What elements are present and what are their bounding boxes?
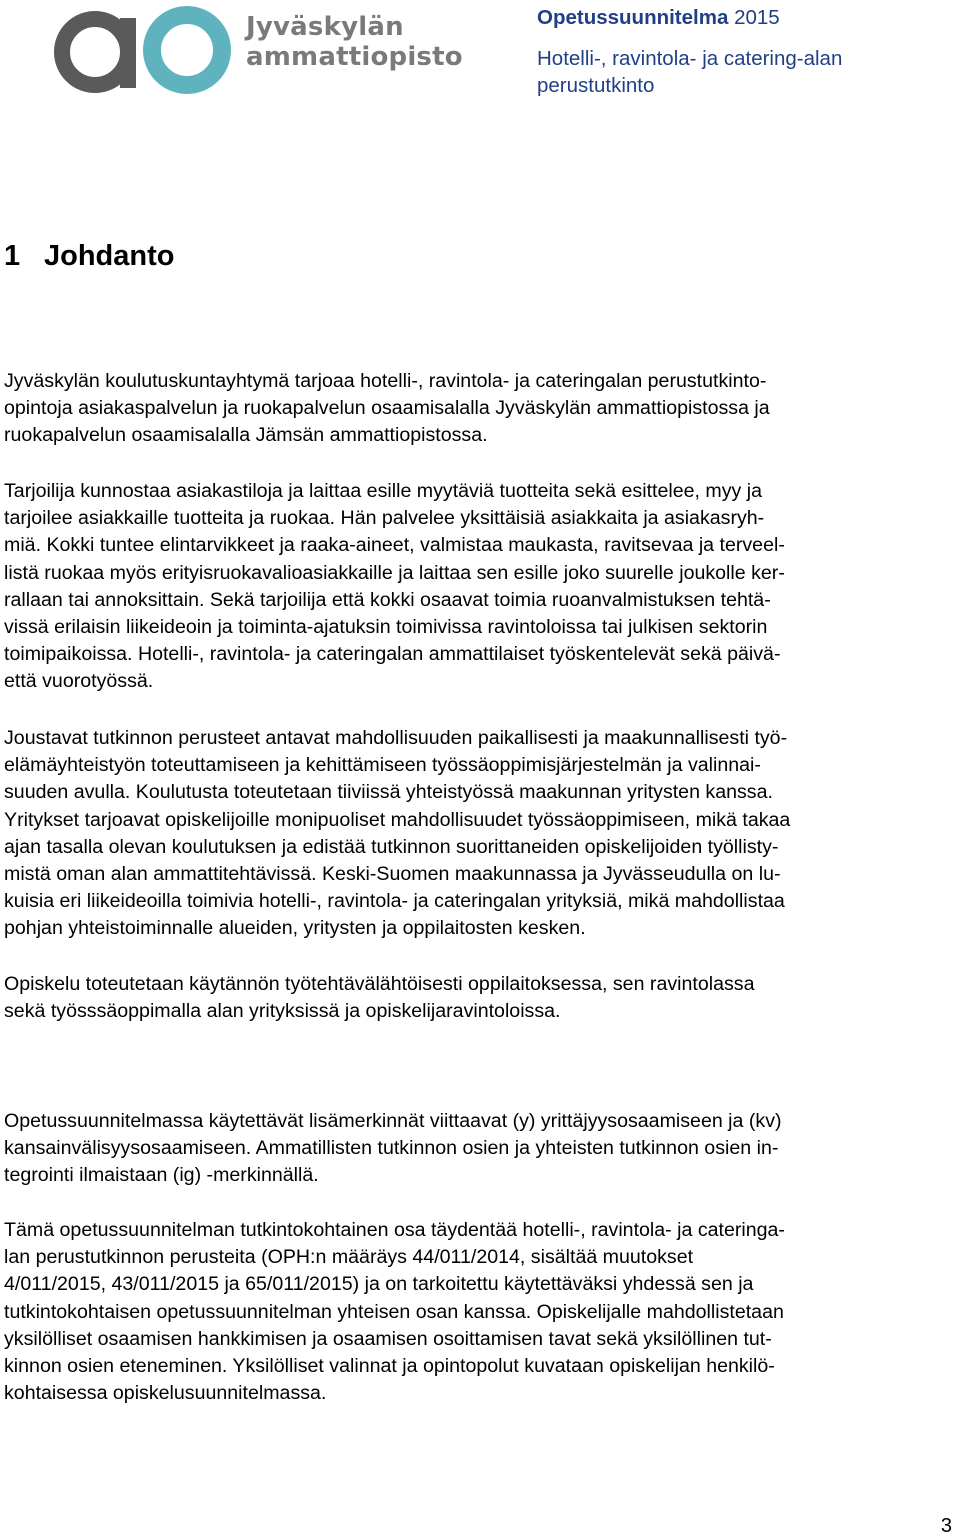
ao-logo-mark (50, 0, 240, 100)
paragraph-line: yksilölliset osaamisen hankkimisen ja osaamisen osoittamisen tavat sekä yksilöllinen tut- (4, 1327, 772, 1350)
chapter-title: Johdanto (44, 240, 175, 272)
header-title-year: 2015 (734, 6, 780, 29)
paragraph-line: kinnon osien eteneminen. Yksilölliset valinnat ja opintopolut kuvataan opiskelijan henkilö- (4, 1355, 775, 1378)
paragraph (4, 368, 960, 450)
paragraph-line: Opetussuunnitelmassa käytettävät lisämerkinnät viittaavat (y) yrittäjyysosaamiseen ja (kv) (4, 1110, 782, 1132)
paragraph (4, 1217, 960, 1407)
header-subtitle-line1: Hotelli-, ravintola- ja catering-alan (537, 47, 843, 70)
paragraph-line: kansainvälisyysosaamiseen. Ammatillisten tutkinnon osien ja yhteisten tutkinnon osien in- (4, 1137, 779, 1160)
paragraph-line: pohjan yhteistoiminnalle alueiden, yritysten ja oppilaitosten kesken. (4, 917, 586, 940)
paragraph-line: elämäyhteistyön toteuttamiseen ja kehittämiseen työssäoppimisjärjestelmän ja valinnai- (4, 754, 761, 777)
paragraph (4, 1108, 960, 1190)
chapter-number: 1 (4, 240, 21, 272)
paragraph-line: 4/011/2015, 43/011/2015 ja 65/011/2015) ja on tarkoitettu käytettäväksi yhdessä sen ja (4, 1273, 754, 1296)
paragraph-line: Joustavat tutkinnon perusteet antavat mahdollisuuden paikallisesti ja maakunnallisesti työ- (4, 727, 788, 749)
document-header (537, 4, 937, 99)
paragraph-line: miä. Kokki tuntee elintarvikkeet ja raaka-aineet, valmistaa maukasta, ravitsevaa ja terveel- (4, 534, 785, 557)
header-title-bold: Opetussuunnitelma (537, 6, 729, 29)
paragraph (4, 971, 960, 1025)
paragraph (4, 478, 960, 696)
paragraph-line: ruokapalvelun osaamisalalla Jämsän ammattiopistossa. (4, 424, 488, 447)
logo-text-line2: ammattiopisto (246, 42, 463, 72)
chapter-heading (4, 240, 175, 273)
paragraph-line: lan perustutkinnon perusteita (OPH:n määräys 44/011/2014, sisältää muutokset (4, 1246, 694, 1269)
paragraph-line: kuisia eri liikeideoilla toimivia hotelli-, ravintola- ja cateringalan yrityksiä, mikä mahdollistaa (4, 890, 785, 913)
paragraph-line: ajan tasalla olevan koulutuksen ja edistää tutkinnon suorittaneiden opiskelijoiden työllisty- (4, 835, 779, 858)
paragraph-line: Tämä opetussuunnitelman tutkintokohtainen osa täydentää hotelli-, ravintola- ja cateringa- (4, 1219, 785, 1241)
logo-wordmark (246, 12, 463, 72)
page-number: 3 (940, 1515, 952, 1537)
paragraph-line: tutkintokohtaisen opetussuunnitelman yhteisen osan kanssa. Opiskelijalle mahdollistetaan (4, 1300, 784, 1323)
paragraph-line: mistä oman alan ammattitehtävissä. Keski-Suomen maakunnassa ja Jyvässeudulla on lu- (4, 863, 781, 886)
header-title (537, 4, 937, 31)
paragraph-line: Yritykset tarjoavat opiskelijoille monipuoliset mahdollisuudet työssäoppimiseen, mikä takaa (4, 808, 791, 831)
paragraph-line: listä ruokaa myös erityisruokavalioasiakkaille ja laittaa sen esille joko suurelle joukolle ker- (4, 561, 785, 584)
paragraph-line: tarjoilee asiakkaille tuotteita ja ruokaa. Hän palvelee yksittäisiä asiakkaita ja asiakasryh- (4, 507, 765, 530)
paragraph-line: opintoja asiakaspalvelun ja ruokapalvelun osaamisalalla Jyväskylän ammattiopistossa ja (4, 397, 770, 420)
paragraph-line: Jyväskylän koulutuskuntayhtymä tarjoaa hotelli-, ravintola- ja cateringalan perustutkinto- (4, 370, 767, 392)
paragraph-line: vissä erilaisin liikeideoin ja toiminta-ajatuksin toimivissa ravintoloissa tai julkisen sektorin (4, 616, 768, 639)
paragraph-line: sekä työsssäoppimalla alan yrityksissä ja opiskelijaravintoloissa. (4, 1000, 561, 1023)
paragraph-line: kohtaisessa opiskelusuunnitelmassa. (4, 1382, 327, 1405)
logo (50, 0, 463, 100)
header-subtitle (537, 45, 937, 99)
paragraph-line: Opiskelu toteutetaan käytännön työtehtävälähtöisesti oppilaitoksessa, sen ravintolassa (4, 973, 755, 995)
paragraph-line: Tarjoilija kunnostaa asiakastiloja ja laittaa esille myytäviä tuotteita sekä esittelee, myy ja (4, 480, 762, 502)
paragraph-line: tegrointi ilmaistaan (ig) -merkinnällä. (4, 1164, 319, 1187)
paragraph-line: toimipaikoissa. Hotelli-, ravintola- ja cateringalan ammattilaiset työskentelevät sekä päivä- (4, 643, 781, 666)
logo-text-line1: Jyväskylän (246, 12, 404, 42)
paragraph-line: rallaan tai annoksittain. Sekä tarjoilija että kokki osaavat toimia ruoanvalmistuksen tehtä- (4, 588, 771, 611)
header-subtitle-line2: perustutkinto (537, 74, 655, 97)
paragraph (4, 725, 960, 943)
paragraph-line: että vuorotyössä. (4, 670, 154, 693)
paragraph-line: suuden avulla. Koulutusta toteutetaan tiiviissä yhteistyössä maakunnan yritysten kanssa. (4, 781, 773, 804)
